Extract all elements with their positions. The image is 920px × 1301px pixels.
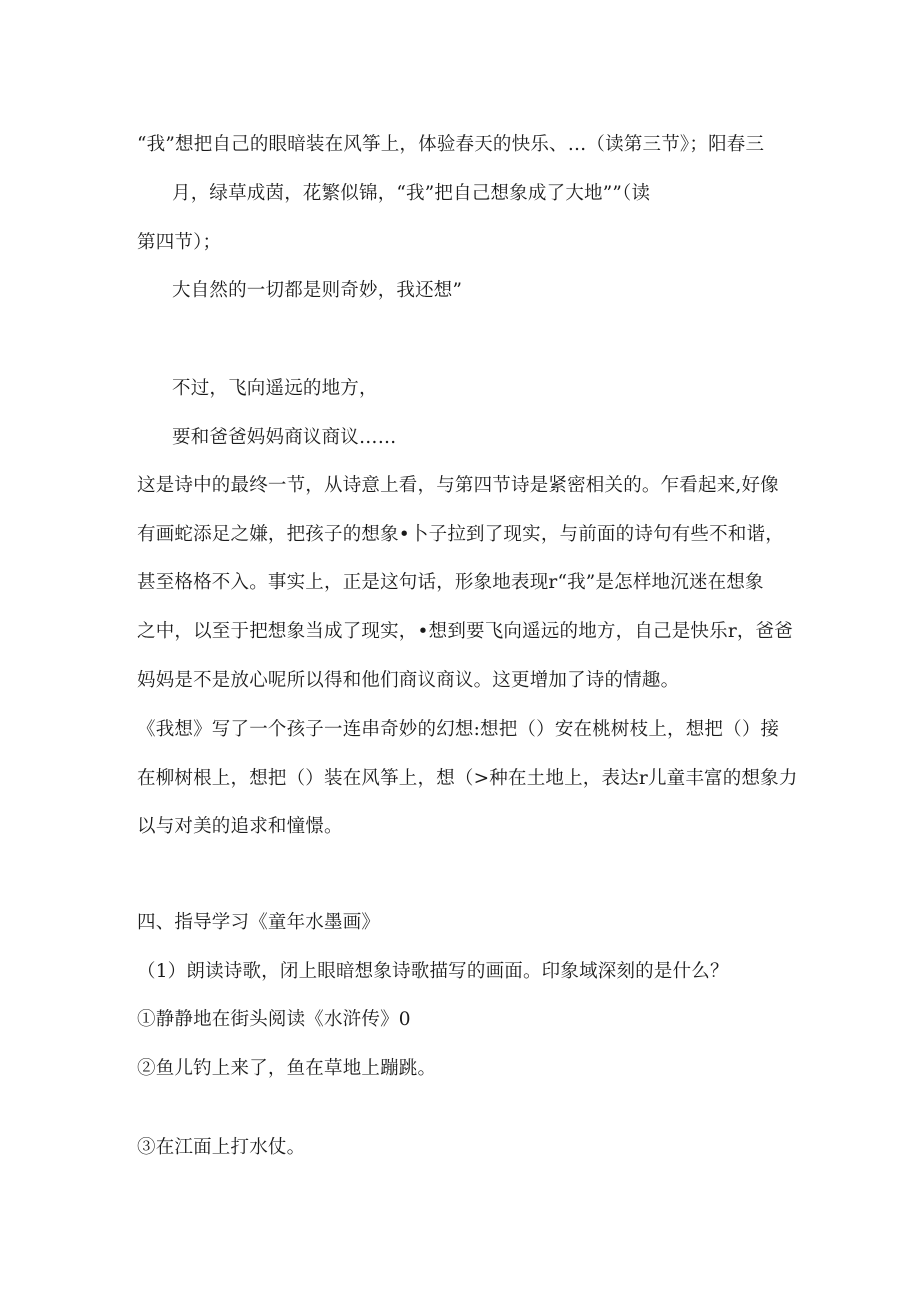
- section-heading: 四、指导学习《童年水墨画》: [137, 912, 381, 933]
- paragraph-line: 有画蛇添足之嫌，把孩子的想象•卜子拉到了现实，与前面的诗句有些不和谐，: [137, 524, 784, 545]
- paragraph-line: 第四节）；: [137, 232, 222, 253]
- list-item: ②鱼儿钓上来了，鱼在草地上蹦跳。: [137, 1058, 437, 1079]
- paragraph-line: “我”想把自己的眼暗装在风筝上，体验春天的快乐、…（读第三节》；阳春三: [137, 134, 765, 155]
- question-line: （1）朗读诗歌，闭上眼暗想象诗歌描写的画面。印象域深刻的是什么？: [137, 961, 729, 982]
- paragraph-line: 之中，以至于把想象当成了现实，•想到要飞向遥远的地方，自己是快乐r，爸爸: [137, 621, 793, 642]
- poem-line: 不过，飞向遥远的地方，: [172, 378, 378, 399]
- paragraph-line: 以与对美的追求和憧憬。: [137, 816, 343, 837]
- paragraph-line: 这是诗中的最终一节，从诗意上看，与第四节诗是紧密相关的。乍看起来,好像: [137, 475, 779, 496]
- list-item: ①静静地在街头阅读《水浒传》0: [137, 1009, 411, 1030]
- paragraph-line: 甚至格格不入。事实上，正是这句话，形象地表现r“我”是怎样地沉迷在想象: [137, 572, 764, 593]
- paragraph-line: 《我想》写了一个孩子一连串奇妙的幻想:想把（）安在桃树枝上，想把（）接: [137, 719, 780, 740]
- paragraph-line: 妈妈是不是放心呢所以得和他们商议商议。这更增加了诗的情趣。: [137, 670, 680, 691]
- paragraph-line: 月，绿草成茵，花繁似锦，“我”把自己想象成了大地””（读: [172, 183, 651, 204]
- paragraph-line: 大自然的一切都是则奇妙，我还想”: [172, 280, 463, 301]
- poem-line: 要和爸爸妈妈商议商议……: [172, 427, 397, 448]
- list-item: ③在江面上打水仗。: [137, 1137, 306, 1158]
- paragraph-line: 在柳树根上，想把（）装在风筝上，想（>种在土地上，表达r儿童丰富的想象力: [137, 768, 798, 789]
